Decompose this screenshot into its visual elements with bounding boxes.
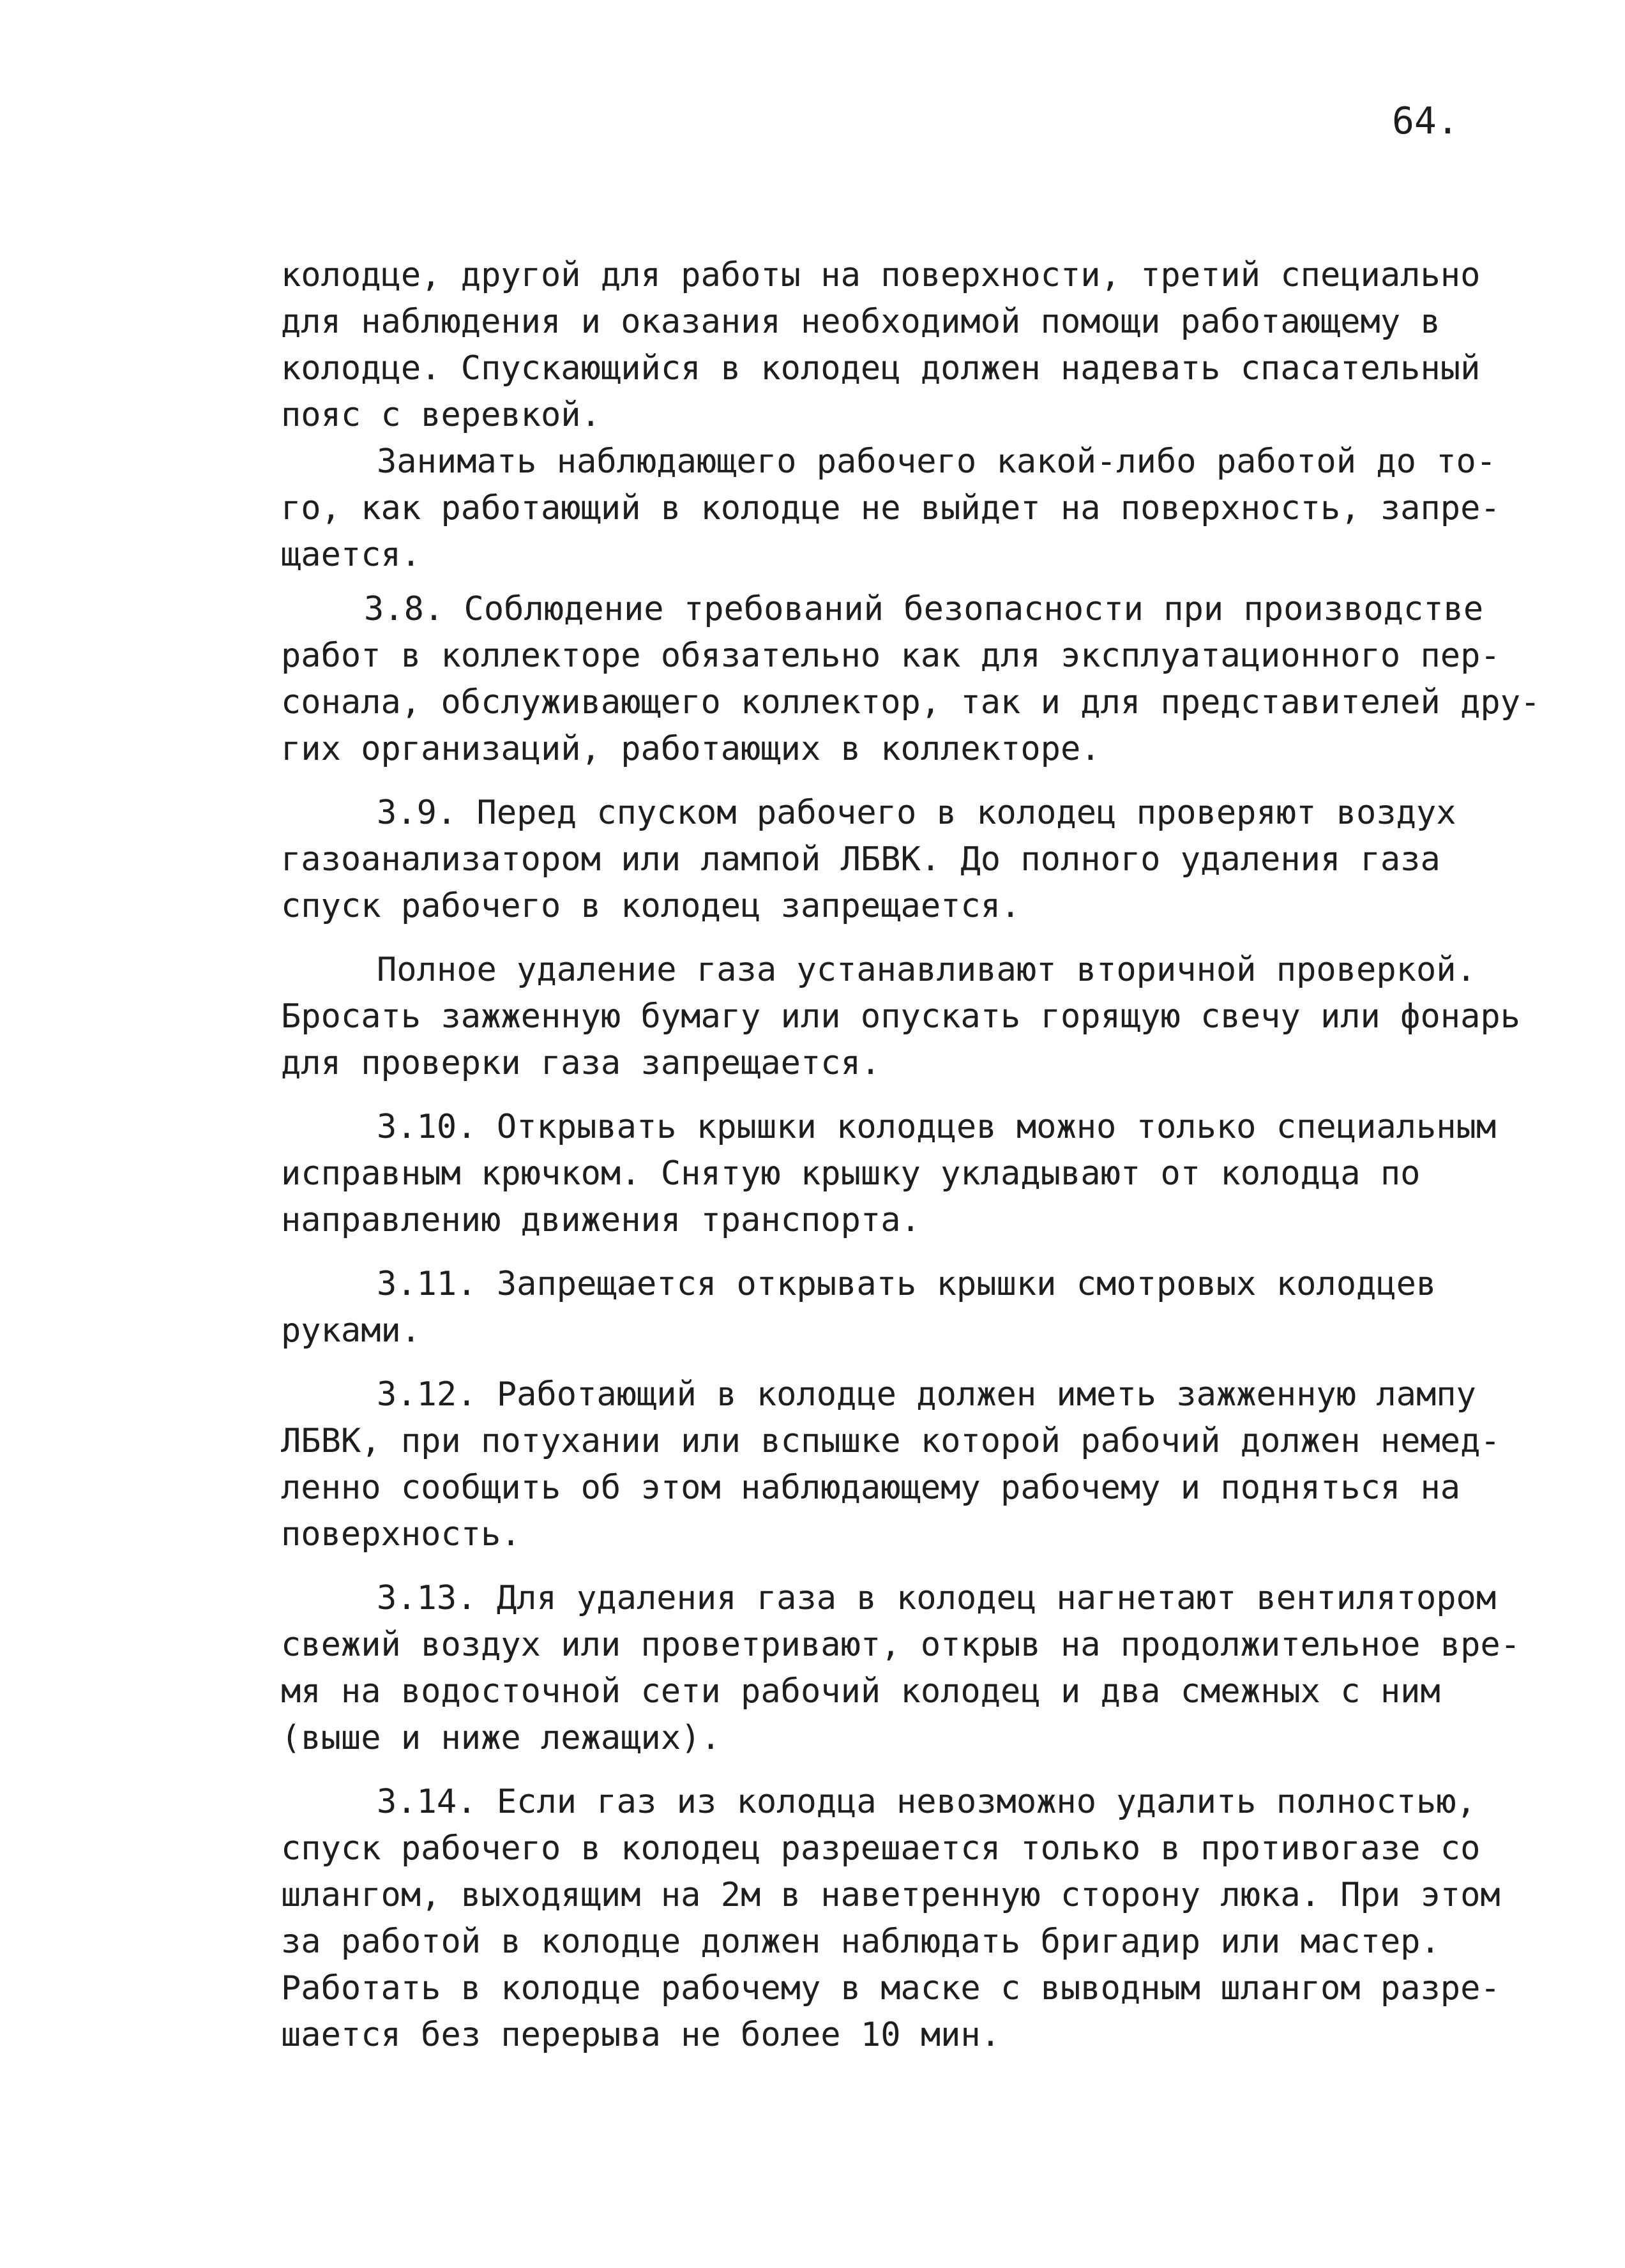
text-line: колодце, другой для работы на поверхности, третий специально	[281, 256, 1481, 294]
text-line: сонала, обслуживающего коллектор, так и для представителей дру-	[281, 683, 1541, 722]
text-line: Бросать зажженную бумагу или опускать горящую свечу или фонарь	[281, 997, 1521, 1036]
text-line: шается без перерыва не более 10 мин.	[281, 2016, 1001, 2054]
text-line: 3.10. Открывать крышки колодцев можно только специальным	[377, 1108, 1497, 1146]
document-body	[281, 252, 1541, 2059]
text-line: колодце. Спускающийся в колодец должен надевать спасательный	[281, 349, 1481, 388]
text-line: работ в коллекторе обязательно как для эксплуатационного пер-	[281, 637, 1500, 675]
text-line: мя на водосточной сети рабочий колодец и два смежных с ним	[281, 1672, 1440, 1711]
text-line: для проверки газа запрещается.	[281, 1044, 881, 1082]
text-line: 3.11. Запрещается открывать крышки смотровых колодцев	[377, 1265, 1437, 1303]
text-line: Полное удаление газа устанавливают вторичной проверкой.	[377, 951, 1476, 989]
text-line: ленно сообщить об этом наблюдающему рабочему и подняться на	[281, 1469, 1461, 1507]
text-line: поверхность.	[281, 1515, 521, 1554]
text-line: пояс с веревкой.	[281, 396, 601, 434]
text-line: гих организаций, работающих в коллекторе.	[281, 730, 1101, 768]
text-line: направлению движения транспорта.	[281, 1201, 921, 1239]
text-line: (выше и ниже лежащих).	[281, 1719, 721, 1757]
text-line: Занимать наблюдающего рабочего какой-либо работой до то-	[377, 442, 1497, 481]
text-line: 3.8. Соблюдение требований безопасности при производстве	[364, 590, 1484, 628]
text-line: для наблюдения и оказания необходимой помощи работающему в	[281, 303, 1440, 341]
text-line: за работой в колодце должен наблюдать бригадир или мастер.	[281, 1923, 1440, 1961]
page-number: 64.	[1392, 99, 1459, 142]
text-line: спуск рабочего в колодец разрешается только в противогазе со	[281, 1829, 1481, 1868]
text-line: ЛБВК, при потухании или вспышке которой рабочий должен немед-	[281, 1422, 1500, 1460]
text-line: 3.13. Для удаления газа в колодец нагнетают вентилятором	[377, 1579, 1497, 1617]
text-line: газоанализатором или лампой ЛБВК. До полного удаления газа	[281, 840, 1440, 879]
text-line: 3.9. Перед спуском рабочего в колодец проверяют воздух	[377, 794, 1456, 832]
text-line: щается.	[281, 536, 421, 574]
text-line: 3.12. Работающий в колодце должен иметь зажженную лампу	[377, 1375, 1476, 1414]
text-line: 3.14. Если газ из колодца невозможно удалить полностью,	[377, 1783, 1476, 1821]
text-line: исправным крючком. Снятую крышку укладывают от колодца по	[281, 1154, 1421, 1193]
text-line: шлангом, выходящим на 2м в наветренную сторону люка. При этом	[281, 1876, 1500, 1914]
text-line: го, как работающий в колодце не выйдет на поверхность, запре-	[281, 489, 1500, 527]
text-line: свежий воздух или проветривают, открыв на продолжительное вре-	[281, 1626, 1521, 1664]
text-line: Работать в колодце рабочему в маске с выводным шлангом разре-	[281, 1969, 1500, 2007]
text-line: руками.	[281, 1312, 421, 1350]
text-line: спуск рабочего в колодец запрещается.	[281, 887, 1021, 925]
